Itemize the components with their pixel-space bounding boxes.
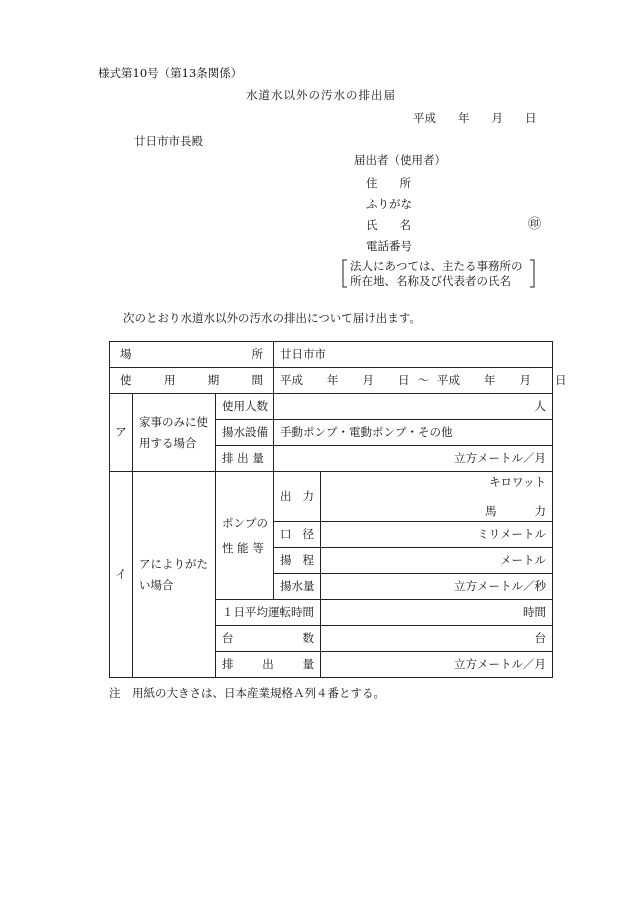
runtime-label: １日平均運転時間	[216, 600, 321, 626]
table-row	[110, 342, 553, 368]
left-bracket	[339, 259, 349, 289]
date-day: 日	[525, 111, 537, 125]
output-value[interactable]: キロワット 馬 力	[321, 472, 553, 522]
date-year: 年	[458, 111, 470, 125]
pump-performance-label: ポンプの 性 能 等	[216, 472, 274, 600]
address-label: 住 所	[366, 176, 411, 190]
count-label: 台 数	[216, 626, 321, 652]
diameter-label: 口 径	[274, 522, 321, 548]
a-discharge-value[interactable]: 立方メートル／月	[274, 446, 553, 472]
runtime-value[interactable]: 時間	[321, 600, 553, 626]
addressee: 廿日市市長殿	[134, 134, 203, 148]
form-number: 様式第10号（第13条関係）	[98, 66, 243, 80]
period-value[interactable]: 平成 年 月 日 ～ 平成 年 月 日	[274, 368, 553, 394]
date-month: 月	[491, 111, 503, 125]
date-line	[413, 113, 537, 125]
section-i-mark: イ	[110, 472, 133, 678]
a-discharge-label: 排 出 量	[216, 446, 274, 472]
table-row	[110, 472, 553, 522]
flow-value[interactable]: 立方メートル／秒	[321, 574, 553, 600]
section-i-case: アによりがた い場合	[133, 472, 216, 678]
users-value[interactable]: 人	[274, 394, 553, 420]
footnote: 注 用紙の大きさは、日本産業規格Ａ列４番とする。	[109, 686, 385, 700]
diameter-value[interactable]: ミリメートル	[321, 522, 553, 548]
period-label: 使 用 期 間	[110, 368, 274, 394]
phone-label: 電話番号	[366, 239, 412, 253]
right-bracket	[528, 259, 538, 289]
notification-table	[109, 341, 567, 678]
flow-label: 揚水量	[274, 574, 321, 600]
pump-facility-value[interactable]: 手動ポンプ・電動ポンプ・その他	[274, 420, 553, 446]
furigana-label: ふりがな	[366, 197, 412, 211]
table-row	[110, 394, 553, 420]
corp-note-line2: 所在地、名称及び代表者の氏名	[350, 274, 511, 288]
applicant-header: 届出者（使用者）	[354, 153, 446, 167]
section-a-mark: ア	[110, 394, 133, 472]
corp-note-line1: 法人にあつては、主たる事務所の	[350, 259, 523, 273]
pump-facility-label: 揚水設備	[216, 420, 274, 446]
head-value[interactable]: メートル	[321, 548, 553, 574]
count-value[interactable]: 台	[321, 626, 553, 652]
i-discharge-label: 排 出 量	[216, 652, 321, 678]
intro-text: 次のとおり水道水以外の汚水の排出について届け出ます。	[123, 311, 421, 325]
i-discharge-value[interactable]: 立方メートル／月	[321, 652, 553, 678]
output-label: 出 力	[274, 472, 321, 522]
seal-mark: ㊞	[528, 217, 542, 232]
table-row	[110, 368, 553, 394]
page-title: 水道水以外の汚水の排出届	[246, 88, 396, 102]
place-label: 場 所	[110, 342, 274, 368]
date-era: 平成	[413, 111, 436, 125]
section-a-case: 家事のみに使 用する場合	[133, 394, 216, 472]
name-label: 氏 名	[366, 218, 411, 232]
users-label: 使用人数	[216, 394, 274, 420]
head-label: 揚 程	[274, 548, 321, 574]
place-value[interactable]: 廿日市市	[274, 342, 553, 368]
